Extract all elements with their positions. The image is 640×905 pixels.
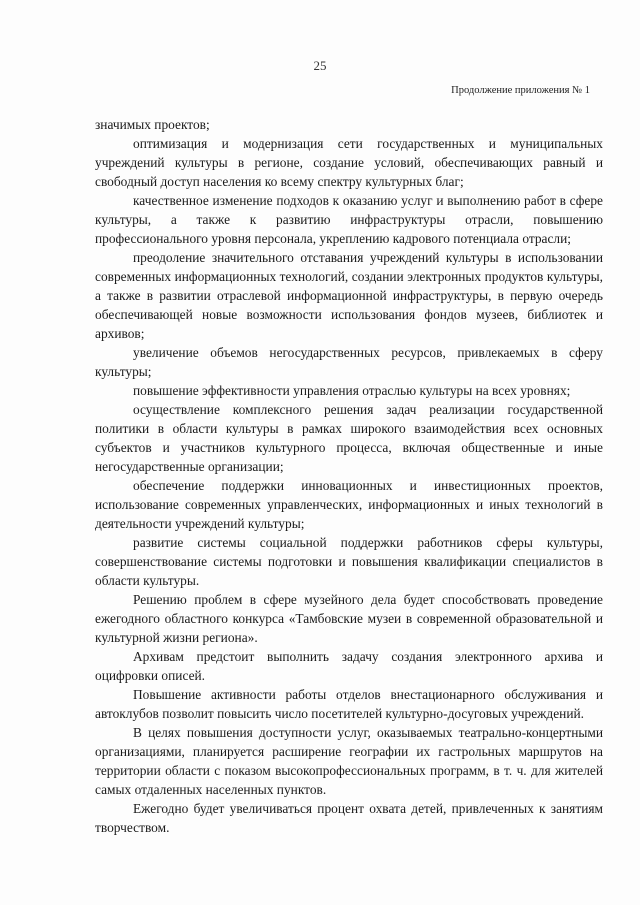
paragraph: В целях повышения доступности услуг, оказываемых театрально-концертными организациями, планируется расширение географии их гастрольных маршрутов на территории области с показом высокопрофессиональных программ, в т. ч. для жителей самых отдаленных населенных пунктов.: [95, 725, 603, 797]
paragraph: значимых проектов;: [95, 117, 210, 132]
paragraph: Решению проблем в сфере музейного дела будет способствовать проведение ежегодного областного конкурса «Тамбовские музеи в современной образовательной и культурной жизни региона».: [95, 592, 603, 645]
body-text: [95, 115, 603, 837]
paragraph: Ежегодно будет увеличиваться процент охвата детей, привлеченных к занятиям творчеством.: [95, 801, 603, 835]
paragraph: оптимизация и модернизация сети государственных и муниципальных учреждений культуры в регионе, создание условий, обеспечивающих равный и свободный доступ населения ко всему спектру культурных благ;: [95, 136, 603, 189]
continuation-note: Продолжение приложения № 1: [451, 85, 590, 96]
paragraph: качественное изменение подходов к оказанию услуг и выполнению работ в сфере культуры, а также к развитию инфраструктуры отрасли, повышению профессионального уровня персонала, укреплению кадрового потенциала отрасли;: [95, 193, 603, 246]
paragraph: повышение эффективности управления отраслью культуры на всех уровнях;: [133, 383, 571, 398]
paragraph: преодоление значительного отставания учреждений культуры в использовании современных информационных технологий, создании электронных продуктов культуры, а также в развитии отраслевой информационной инфраструктуры, в первую очередь обеспечивающей новые возможности использования фондов музеев, библиотек и архивов;: [95, 250, 603, 341]
paragraph: развитие системы социальной поддержки работников сферы культуры, совершенствование системы подготовки и повышения квалификации специалистов в области культуры.: [95, 535, 603, 588]
paragraph: Повышение активности работы отделов внестационарного обслуживания и автоклубов позволит повысить число посетителей культурно-досуговых учреждений.: [95, 687, 603, 721]
page-number: 25: [313, 58, 327, 73]
paragraph: осуществление комплексного решения задач реализации государственной политики в области культуры в рамках широкого взаимодействия всех основных субъектов и участников культурного процесса, включая общественные и иные негосударственные организации;: [95, 402, 603, 474]
paragraph: обеспечение поддержки инновационных и инвестиционных проектов, использование современных управленческих, информационных и иных технологий в деятельности учреждений культуры;: [95, 478, 603, 531]
paragraph: Архивам предстоит выполнить задачу создания электронного архива и оцифровки описей.: [95, 649, 603, 683]
paragraph: увеличение объемов негосударственных ресурсов, привлекаемых в сферу культуры;: [95, 345, 603, 379]
